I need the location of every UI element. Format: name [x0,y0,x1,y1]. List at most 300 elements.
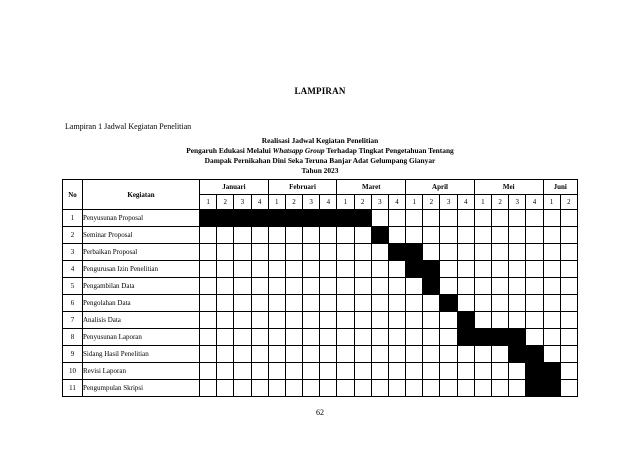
schedule-cell [268,227,285,244]
schedule-cell [560,312,577,329]
schedule-cell-filled [371,227,388,244]
schedule-cell [251,329,268,346]
schedule-cell [251,312,268,329]
schedule-cell [268,363,285,380]
schedule-cell [371,295,388,312]
row-number: 1 [63,210,83,227]
schedule-cell [543,346,560,363]
schedule-cell [217,227,234,244]
row-number: 6 [63,295,83,312]
schedule-cell [303,346,320,363]
schedule-cell-filled [354,210,371,227]
schedule-cell [440,244,457,261]
schedule-cell [354,261,371,278]
table-row [63,363,578,380]
row-activity: Pengurusan Izin Penelitian [83,261,200,278]
schedule-cell [406,210,423,227]
row-number: 4 [63,261,83,278]
schedule-cell [509,210,526,227]
header-week: 3 [303,195,320,210]
schedule-cell [285,295,302,312]
schedule-cell [388,261,405,278]
schedule-cell [560,363,577,380]
schedule-cell [234,380,251,397]
row-number: 2 [63,227,83,244]
schedule-cell [543,295,560,312]
schedule-cell [217,261,234,278]
schedule-cell [560,346,577,363]
header-month: Februari [268,180,337,195]
row-activity: Revisi Laporan [83,363,200,380]
schedule-cell [492,227,509,244]
schedule-cell [560,261,577,278]
schedule-cell-filled [217,210,234,227]
schedule-cell-filled [526,380,543,397]
schedule-cell [320,261,337,278]
schedule-cell [268,295,285,312]
schedule-cell [354,329,371,346]
schedule-cell [388,210,405,227]
header-week: 4 [457,195,474,210]
schedule-cell [371,312,388,329]
schedule-cell [526,227,543,244]
table-row [63,210,578,227]
schedule-cell-filled [251,210,268,227]
schedule-cell [440,210,457,227]
schedule-cell-filled [543,363,560,380]
schedule-cell-filled [285,210,302,227]
schedule-cell [509,227,526,244]
schedule-cell [200,227,217,244]
schedule-cell [388,363,405,380]
schedule-cell [217,363,234,380]
schedule-cell [285,244,302,261]
schedule-cell [285,329,302,346]
schedule-cell [440,312,457,329]
schedule-cell [543,210,560,227]
schedule-cell-filled [388,244,405,261]
schedule-cell [251,380,268,397]
schedule-cell-filled [423,278,440,295]
schedule-cell [543,261,560,278]
schedule-cell [320,363,337,380]
schedule-cell [543,227,560,244]
schedule-cell [406,363,423,380]
header-week: 3 [440,195,457,210]
schedule-cell [509,312,526,329]
schedule-cell [354,278,371,295]
schedule-cell [217,346,234,363]
schedule-cell [492,244,509,261]
schedule-cell [268,278,285,295]
schedule-cell [423,329,440,346]
schedule-cell-filled [474,329,491,346]
schedule-cell [492,210,509,227]
header-week: 1 [337,195,354,210]
schedule-cell [457,363,474,380]
schedule-cell [543,244,560,261]
schedule-cell [303,380,320,397]
schedule-cell [268,312,285,329]
schedule-cell [217,278,234,295]
header-week: 3 [234,195,251,210]
schedule-cell-filled [234,210,251,227]
schedule-cell-filled [526,363,543,380]
schedule-cell [371,278,388,295]
schedule-cell [474,278,491,295]
header-week: 1 [406,195,423,210]
schedule-cell [354,346,371,363]
schedule-cell [268,346,285,363]
schedule-cell [268,261,285,278]
schedule-cell [354,295,371,312]
schedule-cell [354,363,371,380]
schedule-cell-filled [337,210,354,227]
schedule-cell [440,346,457,363]
schedule-cell-filled [423,261,440,278]
schedule-cell [320,346,337,363]
schedule-cell [457,278,474,295]
schedule-cell [200,261,217,278]
title-line2-italic: Whatsapp Group [272,146,325,155]
header-week: 4 [251,195,268,210]
schedule-cell [492,380,509,397]
schedule-cell [492,295,509,312]
schedule-cell [234,346,251,363]
schedule-cell [440,278,457,295]
schedule-cell [474,227,491,244]
schedule-cell [285,312,302,329]
schedule-cell [337,261,354,278]
schedule-cell [234,244,251,261]
schedule-cell [251,227,268,244]
schedule-cell [371,329,388,346]
schedule-cell [200,295,217,312]
schedule-cell [388,346,405,363]
schedule-cell [285,227,302,244]
schedule-cell [337,227,354,244]
schedule-cell [457,346,474,363]
schedule-cell [560,227,577,244]
schedule-cell [457,210,474,227]
schedule-cell [543,278,560,295]
schedule-cell [492,312,509,329]
schedule-cell [526,210,543,227]
header-month: Mei [474,180,543,195]
header-month: April [406,180,475,195]
schedule-cell [423,346,440,363]
schedule-cell [543,329,560,346]
schedule-cell [474,380,491,397]
schedule-cell [406,278,423,295]
schedule-cell [423,312,440,329]
schedule-title-line1: Realisasi Jadwal Kegiatan Penelitian [261,136,379,145]
schedule-cell [388,227,405,244]
table-row [63,227,578,244]
schedule-cell [320,244,337,261]
schedule-cell [234,261,251,278]
schedule-cell [268,380,285,397]
table-row [63,295,578,312]
row-activity: Analisis Data [83,312,200,329]
header-week: 2 [285,195,302,210]
header-no: No [63,180,83,210]
schedule-cell [200,380,217,397]
schedule-cell [526,278,543,295]
schedule-cell-filled [200,210,217,227]
page-number: 62 [316,408,324,417]
schedule-cell [200,346,217,363]
schedule-cell [320,278,337,295]
schedule-cell [560,210,577,227]
row-number: 8 [63,329,83,346]
schedule-cell [371,380,388,397]
schedule-cell [371,261,388,278]
schedule-cell [268,329,285,346]
schedule-title-line2 [0,147,640,154]
schedule-cell [234,227,251,244]
schedule-cell [526,244,543,261]
schedule-cell [388,329,405,346]
row-activity: Pengumpulan Skripsi [83,380,200,397]
schedule-cell [320,312,337,329]
header-activity: Kegiatan [83,180,200,210]
schedule-cell [492,261,509,278]
schedule-cell [354,312,371,329]
row-activity: Pengambilan Data [83,278,200,295]
schedule-cell [423,210,440,227]
schedule-cell [251,278,268,295]
schedule-cell [303,363,320,380]
schedule-cell-filled [320,210,337,227]
schedule-cell [234,312,251,329]
schedule-cell [234,329,251,346]
schedule-cell [543,312,560,329]
schedule-cell [406,312,423,329]
schedule-cell [217,380,234,397]
schedule-cell [526,261,543,278]
schedule-cell [337,380,354,397]
schedule-cell [285,278,302,295]
schedule-cell [217,329,234,346]
header-week: 2 [217,195,234,210]
table-row [63,346,578,363]
schedule-cell [303,244,320,261]
schedule-cell [200,244,217,261]
schedule-cell [406,329,423,346]
schedule-cell [388,295,405,312]
header-week: 2 [492,195,509,210]
schedule-cell [200,278,217,295]
schedule-cell [251,363,268,380]
schedule-cell [217,295,234,312]
schedule-cell [200,363,217,380]
schedule-cell [251,295,268,312]
schedule-cell [388,312,405,329]
table-row [63,329,578,346]
schedule-cell [423,227,440,244]
schedule-cell-filled [492,329,509,346]
header-week: 1 [268,195,285,210]
schedule-cell [285,380,302,397]
schedule-cell [320,227,337,244]
schedule-cell-filled [457,329,474,346]
schedule-cell [406,346,423,363]
schedule-cell [303,261,320,278]
page-heading: LAMPIRAN [294,86,346,96]
schedule-cell [509,261,526,278]
schedule-cell [492,278,509,295]
header-month: Maret [337,180,406,195]
schedule-cell [457,261,474,278]
schedule-cell [474,363,491,380]
schedule-cell [492,363,509,380]
schedule-cell [303,227,320,244]
schedule-cell [440,380,457,397]
schedule-cell [423,380,440,397]
header-week: 2 [560,195,577,210]
header-month: Januari [200,180,269,195]
schedule-cell [440,261,457,278]
schedule-cell [234,278,251,295]
schedule-cell [406,295,423,312]
row-activity: Sidang Hasil Penelitian [83,346,200,363]
schedule-cell [440,227,457,244]
schedule-cell-filled [526,346,543,363]
row-activity: Seminar Proposal [83,227,200,244]
schedule-cell [474,346,491,363]
schedule-cell [526,295,543,312]
schedule-title-line3: Dampak Pernikahan Dini Seka Teruna Banjar Adat Gelumpang Gianyar [204,156,436,165]
schedule-cell [440,363,457,380]
schedule-cell [474,244,491,261]
table-row [63,278,578,295]
header-week: 1 [474,195,491,210]
header-week: 1 [200,195,217,210]
schedule-cell [337,346,354,363]
table-row [63,244,578,261]
schedule-cell-filled [303,210,320,227]
schedule-cell [354,244,371,261]
schedule-cell-filled [543,380,560,397]
schedule-cell [200,312,217,329]
schedule-cell [234,363,251,380]
header-week: 2 [423,195,440,210]
schedule-cell [320,380,337,397]
schedule-cell [423,363,440,380]
schedule-cell [217,312,234,329]
schedule-cell-filled [509,346,526,363]
schedule-title-year: Tahun 2023 [301,166,339,175]
schedule-cell [440,329,457,346]
header-week: 2 [354,195,371,210]
row-activity: Pengolahan Data [83,295,200,312]
header-week: 3 [371,195,388,210]
schedule-cell [285,363,302,380]
row-number: 5 [63,278,83,295]
row-activity: Penyusunan Laporan [83,329,200,346]
schedule-cell [354,227,371,244]
schedule-cell [337,278,354,295]
schedule-cell [251,346,268,363]
schedule-cell [560,329,577,346]
schedule-cell [474,312,491,329]
schedule-cell [423,295,440,312]
header-month: Juni [543,180,577,195]
schedule-cell [371,244,388,261]
schedule-cell [337,295,354,312]
schedule-cell [560,244,577,261]
schedule-cell [371,363,388,380]
schedule-cell [560,380,577,397]
schedule-cell-filled [509,329,526,346]
schedule-cell [337,312,354,329]
schedule-cell [492,346,509,363]
schedule-cell-filled [268,210,285,227]
header-week: 4 [388,195,405,210]
schedule-cell [285,261,302,278]
schedule-cell [320,295,337,312]
row-number: 3 [63,244,83,261]
attachment-caption: Lampiran 1 Jadwal Kegiatan Penelitian [65,122,192,131]
header-week: 4 [526,195,543,210]
row-activity: Perbaikan Proposal [83,244,200,261]
header-week: 4 [320,195,337,210]
table-row [63,312,578,329]
schedule-cell-filled [440,295,457,312]
schedule-cell [303,278,320,295]
schedule-cell [457,227,474,244]
schedule-cell [303,312,320,329]
schedule-cell-filled [457,312,474,329]
schedule-cell [268,244,285,261]
schedule-cell [474,210,491,227]
title-line2-prefix: Pengaruh Edukasi Melalui [186,146,273,155]
schedule-cell [509,278,526,295]
table-row [63,261,578,278]
row-number: 7 [63,312,83,329]
schedule-cell [303,295,320,312]
schedule-cell [560,278,577,295]
schedule-cell [388,380,405,397]
header-week: 3 [509,195,526,210]
schedule-cell [285,346,302,363]
schedule-cell-filled [406,244,423,261]
schedule-cell [474,295,491,312]
schedule-cell [509,380,526,397]
schedule-cell [474,261,491,278]
schedule-cell [526,312,543,329]
schedule-cell [337,244,354,261]
schedule-cell [217,244,234,261]
schedule-cell [320,329,337,346]
schedule-cell [200,329,217,346]
schedule-cell [303,329,320,346]
schedule-cell [234,295,251,312]
schedule-cell [388,278,405,295]
schedule-cell [406,380,423,397]
schedule-cell [251,244,268,261]
schedule-table [62,179,578,397]
schedule-cell [337,329,354,346]
row-number: 11 [63,380,83,397]
schedule-cell [560,295,577,312]
row-activity: Penyusunan Proposal [83,210,200,227]
schedule-cell [457,380,474,397]
schedule-cell [371,210,388,227]
schedule-cell [371,346,388,363]
row-number: 9 [63,346,83,363]
